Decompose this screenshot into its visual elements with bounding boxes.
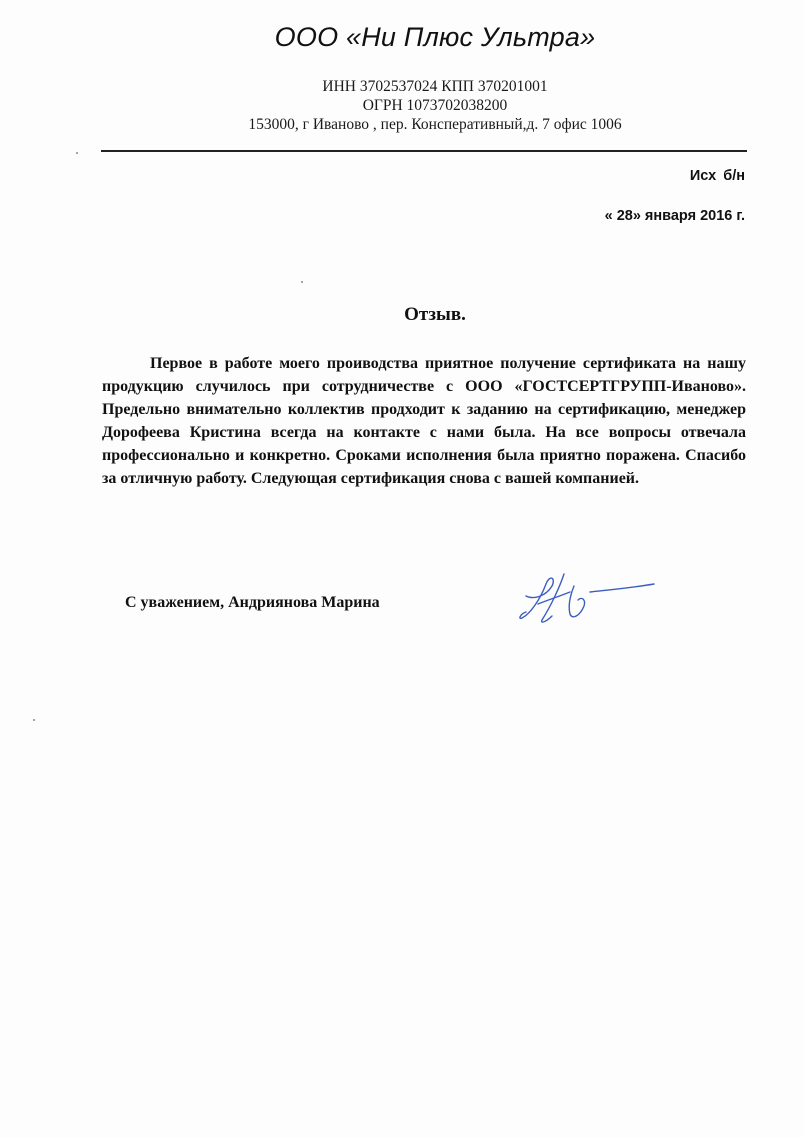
closing-signoff: С уважением, Андриянова Марина: [125, 594, 380, 611]
scan-speck: [301, 281, 303, 283]
letterhead-divider: [101, 150, 747, 152]
scan-speck: [76, 152, 78, 154]
company-name: ООО «Ни Плюс Ультра»: [274, 22, 596, 52]
outgoing-number: Исх б/н: [689, 168, 745, 184]
inn-kpp: ИНН 3702537024 КПП 370201001: [322, 78, 548, 95]
address: 153000, г Иваново , пер. Консперативный,д. 7 офис 1006: [248, 116, 622, 133]
letter-date: « 28» января 2016 г.: [604, 208, 745, 224]
scan-speck: [33, 719, 35, 721]
letter-body: Первое в работе моего проиводства приятное получение сертификата на нашу продукцию случилось при сотрудничестве с ООО «ГОСТСЕРТГРУПП-Иваново». Предельно внимательно коллектив продходит к заданию на сертификацию, менеджер Дорофеева Кристина всегда на контакте с нами была. На все вопросы отвечала профессионально и конкретно. Сроками исполнения была приятно поражена. Спасибо за отличную работу. Следующая сертификация снова с вашей компанией.: [102, 355, 746, 487]
handwritten-signature: [512, 566, 662, 628]
ogrn: ОГРН 1073702038200: [362, 97, 508, 114]
letter-title: Отзыв.: [404, 304, 466, 325]
